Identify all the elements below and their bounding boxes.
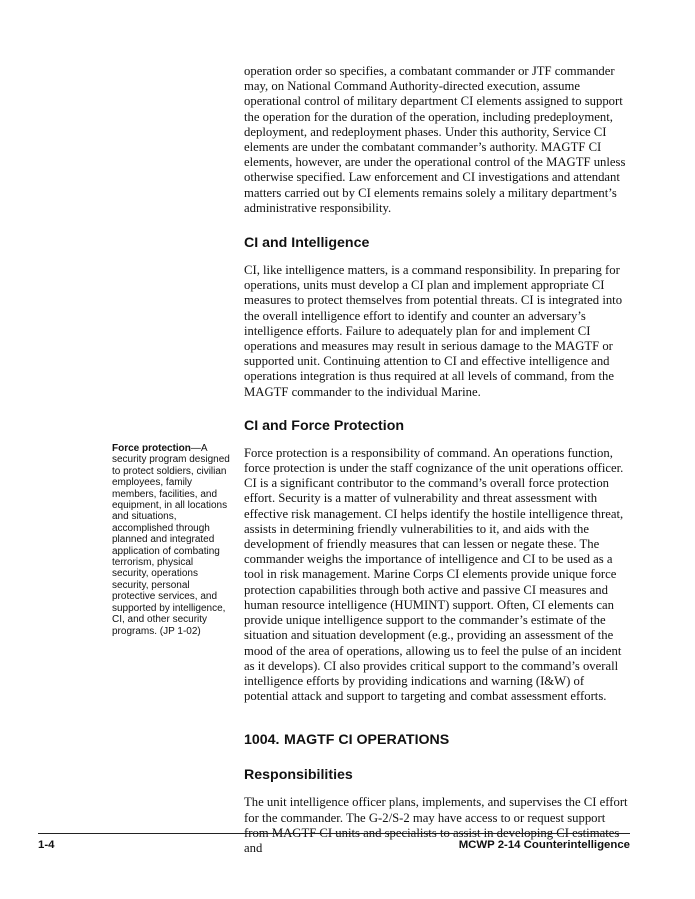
heading-responsibilities: Responsibilities [244,767,353,784]
heading-ci-and-intelligence: CI and Intelligence [244,235,370,252]
paragraph-ci-and-force-protection: Force protection is a responsibility of command. An operations function, force protection is under the staff cognizance of the unit operations officer. CI is a significant contributor to the command’s overall force protection effort. Security is a matter of vulnerability and threat assessment with effective risk management. CI helps identify the hostile intelligence threat, assists in determining friendly vulnerabilities to it, and aids with the development of friendly measures that can lessen or negate these. The commander weighs the importance of intelligence and CI to be used as a tool in risk management. Marine Corps CI elements provide unique force protection capabilities through both active and passive CI measures and human resource intelligence (HUMINT) support. Often, CI elements can provide unique intelligence support to the commander’s estimate of the situation and situation development (e.g., providing an assessment of the mood of the area of operations, allowing us to feel the pulse of an incident as it develops). CI also provides critical support to the command’s overall intelligence efforts by providing indications and warning (I&W) of potential attack and support to targeting and combat assessment efforts. [244,445,624,704]
paragraph-responsibilities: The unit intelligence officer plans, implements, and supervises the CI effort for the commander. The G-2/S-2 may have access to or request support from MAGTF CI units and specialists to assist in developing CI estimates and [244,795,628,855]
heading-magtf-ci-operations [244,732,629,748]
paragraph-ci-and-intelligence: CI, like intelligence matters, is a command responsibility. In preparing for operations, units must develop a CI plan and implement appropriate CI measures to protect themselves from potential threats. CI is integrated into the overall intelligence effort to identify and counter an adversary’s intelligence efforts. Failure to adequately plan for and implement CI operations and measures may result in serious damage to the MAGTF or supported unit. Continuing attention to CI and effective intelligence and operations integration is thus required at all levels of command, from the MAGTF commander to the individual Marine. [244,263,623,399]
section-number: 1004. [244,732,280,749]
footer-page-number: 1-4 [38,839,55,851]
paragraph-continuation: operation order so specifies, a combatant commander or JTF commander may, on National Command Authority-directed execution, assume operational control of military department CI elements assigned to support the operation for the duration of the operation, including predeployment, deployment, and redeployment phases. Under this authority, Service CI elements are under the combatant commander’s authority. MAGTF CI elements, however, are under the operational control of the MAGTF unless otherwise specified. Law enforcement and CI investigations and attendant matters carried out by CI elements remains solely a military department’s administrative responsibility. [244,64,626,215]
heading-ci-and-force-protection: CI and Force Protection [244,417,405,434]
footer-rule [38,833,630,834]
section-title: MAGTF CI OPERATIONS [284,732,450,749]
footer-publication-title: MCWP 2-14 Counterintelligence [458,839,630,851]
sidebar-dash: — [190,443,201,454]
sidebar-term: Force protection [112,443,191,454]
sidebar-definition-text: A security program designed to protect soldiers, civilian employees, family members, facilities, and equipment, in all locations and situations, accomplished through planned and integrated application of combating terrorism, physical security, operations security, personal protective services, and supported by intelligence, CI, and other security programs. (JP 1-02) [112,443,230,637]
main-column [244,64,629,856]
sidebar-definition [112,443,230,637]
